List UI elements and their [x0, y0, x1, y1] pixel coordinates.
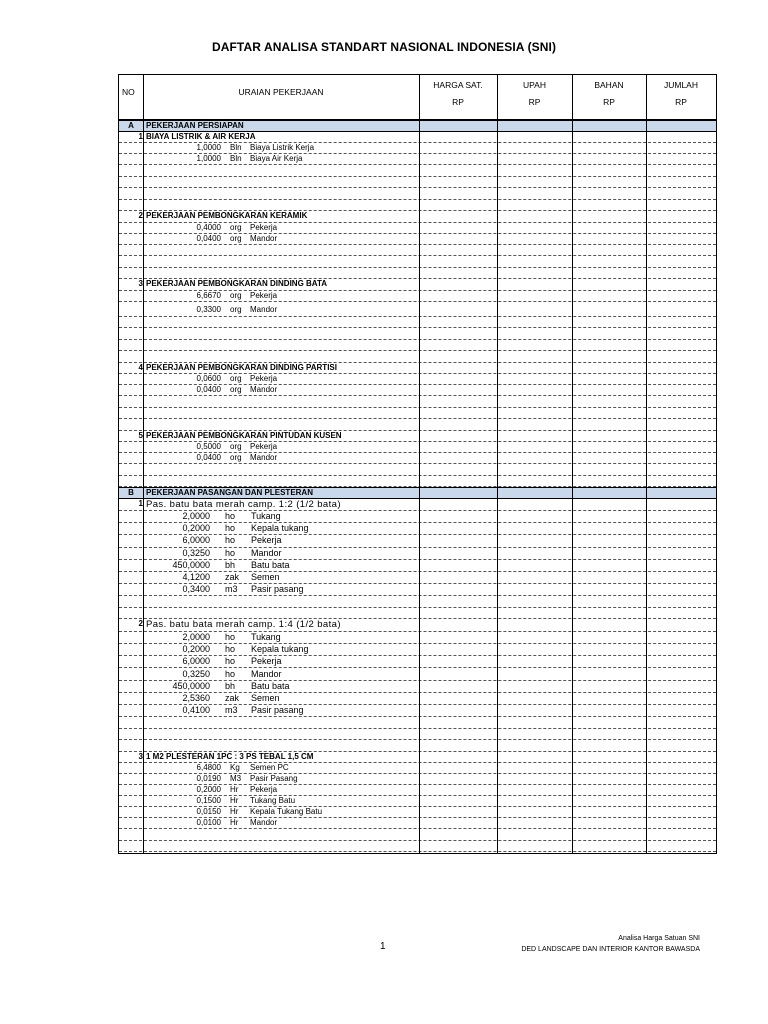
unit: bh	[225, 680, 236, 691]
item-number: 1	[138, 498, 143, 508]
component-name: Mandor	[250, 818, 278, 828]
header-no-cell	[119, 75, 143, 119]
unit: M3	[230, 774, 242, 784]
item-description: PEKERJAAN PEMBONGKARAN PINTUDAN KUSEN	[146, 430, 342, 440]
component-name: Biaya Listrik Kerja	[250, 143, 315, 152]
component-row	[119, 453, 716, 464]
unit: org	[230, 304, 242, 314]
header-harga-cell	[419, 75, 497, 119]
item-number: A	[128, 121, 134, 130]
item-number: 2	[138, 619, 143, 629]
column-divider	[572, 120, 573, 853]
component-row	[119, 669, 716, 681]
coefficient: 0,0600	[196, 374, 221, 383]
blank-row	[119, 268, 716, 280]
item-description: PEKERJAAN PERSIAPAN	[146, 121, 244, 130]
page-number: 1	[380, 941, 386, 952]
unit: ho	[225, 523, 236, 534]
unit: Hr	[230, 807, 239, 817]
coefficient: 450,0000	[172, 680, 210, 691]
blank-row	[119, 464, 716, 476]
header-upah: UPAH	[523, 80, 546, 90]
component-name: Batu bata	[251, 680, 290, 691]
blank-row	[119, 256, 716, 268]
component-name: Pasir pasang	[251, 584, 304, 595]
component-row	[119, 291, 716, 302]
unit: ho	[225, 547, 236, 558]
unit: ho	[225, 511, 236, 521]
unit: Hr	[230, 796, 239, 806]
component-row	[119, 681, 716, 693]
footer-line-2: DED LANDSCAPE DAN INTERIOR KANTOR BAWASDA	[521, 946, 700, 953]
coefficient: 6,4800	[196, 763, 221, 773]
header-bahan-unit: RP	[603, 97, 615, 107]
component-row	[119, 302, 716, 317]
coefficient: 0,2000	[196, 785, 221, 795]
component-row	[119, 632, 716, 644]
unit: org	[230, 233, 242, 243]
component-row	[119, 693, 716, 705]
item-header-row	[119, 619, 716, 632]
coefficient: 0,0400	[196, 385, 221, 394]
item-header-row	[119, 363, 716, 375]
coefficient: 0,2000	[182, 644, 210, 655]
coefficient: 0,4100	[182, 705, 210, 716]
component-name: Pasir Pasang	[250, 774, 298, 784]
footer-line-1: Analisa Harga Satuan SNI	[618, 935, 700, 942]
component-name: Mandor	[250, 233, 278, 243]
component-name: Mandor	[251, 547, 282, 558]
component-name: Pekerja	[251, 535, 282, 546]
unit: m3	[225, 584, 238, 595]
component-name: Kepala Tukang Batu	[250, 807, 323, 817]
coefficient: 0,3300	[196, 304, 221, 314]
column-divider	[646, 120, 647, 853]
coefficient: 0,0190	[196, 774, 221, 784]
blank-row	[119, 340, 716, 352]
unit: zak	[225, 572, 240, 582]
header-no: NO	[122, 87, 135, 97]
unit: ho	[225, 644, 236, 655]
unit: Hr	[230, 785, 239, 795]
header-upah-cell	[497, 75, 572, 119]
component-name: Mandor	[250, 453, 278, 462]
header-harga-unit: RP	[452, 97, 464, 107]
component-name: Pekerja	[250, 222, 278, 232]
blank-row	[119, 476, 716, 488]
component-row	[119, 560, 716, 572]
component-row	[119, 442, 716, 453]
coefficient: 0,0400	[196, 453, 221, 462]
header-uraian: URAIAN PEKERJAAN	[238, 87, 324, 97]
component-name: Mandor	[251, 668, 282, 679]
column-divider	[497, 120, 498, 853]
component-row	[119, 154, 716, 165]
item-header-row	[119, 279, 716, 291]
column-divider	[143, 120, 144, 853]
unit: Bln	[230, 143, 242, 152]
component-row	[119, 796, 716, 807]
blank-row	[119, 729, 716, 741]
coefficient: 0,0100	[196, 818, 221, 828]
blank-row	[119, 419, 716, 431]
item-description: BIAYA LISTRIK & AIR KERJA	[146, 131, 256, 141]
unit: org	[230, 290, 242, 300]
unit: bh	[225, 559, 236, 570]
coefficient: 0,0150	[196, 807, 221, 817]
component-name: Semen PC	[250, 763, 289, 773]
item-number: 2	[138, 211, 143, 220]
component-name: Batu bata	[251, 559, 290, 570]
component-name: Tukang	[251, 511, 281, 521]
component-row	[119, 572, 716, 584]
item-description: Pas. batu bata merah camp. 1:2 (1/2 bata)	[146, 498, 341, 510]
coefficient: 2,5360	[182, 692, 210, 703]
component-name: Semen	[251, 692, 280, 703]
unit: m3	[225, 705, 238, 716]
component-name: Biaya Air Kerja	[250, 154, 303, 163]
coefficient: 0,0400	[196, 233, 221, 243]
unit: Bln	[230, 154, 242, 163]
header-bahan-cell	[572, 75, 646, 119]
item-header-row	[119, 132, 716, 144]
coefficient: 6,0000	[182, 535, 210, 546]
component-name: Mandor	[250, 385, 278, 394]
component-name: Pekerja	[250, 374, 278, 383]
item-description: PEKERJAAN PEMBONGKARAN KERAMIK	[146, 211, 308, 220]
unit: org	[230, 453, 242, 462]
component-name: Pekerja	[250, 442, 278, 451]
blank-row	[119, 717, 716, 729]
header-harga: HARGA SAT.	[433, 80, 483, 90]
coefficient: 6,6670	[196, 290, 221, 300]
coefficient: 0,5000	[196, 442, 221, 451]
unit: org	[230, 374, 242, 383]
coefficient: 1,0000	[196, 143, 221, 152]
component-row	[119, 644, 716, 656]
item-description: PEKERJAAN PASANGAN DAN PLESTERAN	[146, 488, 313, 497]
component-name: Tukang	[251, 631, 281, 642]
blank-row	[119, 396, 716, 408]
header-uraian-cell	[143, 75, 419, 119]
coefficient: 4,1200	[182, 572, 210, 582]
component-name: Pekerja	[251, 656, 282, 667]
component-row	[119, 548, 716, 560]
unit: ho	[225, 656, 236, 667]
unit: Hr	[230, 818, 239, 828]
component-row	[119, 523, 716, 535]
blank-row	[119, 408, 716, 420]
component-row	[119, 374, 716, 385]
component-row	[119, 143, 716, 154]
unit: ho	[225, 631, 236, 642]
component-name: Kepala tukang	[251, 523, 309, 534]
component-name: Kepala tukang	[251, 644, 309, 655]
blank-row	[119, 351, 716, 363]
component-row	[119, 656, 716, 668]
item-number: 5	[138, 430, 143, 440]
coefficient: 2,0000	[182, 631, 210, 642]
item-number: 3	[138, 751, 143, 761]
coefficient: 0,4000	[196, 222, 221, 232]
component-row	[119, 807, 716, 818]
blank-row	[119, 608, 716, 620]
blank-row	[119, 177, 716, 189]
blank-row	[119, 200, 716, 212]
component-row	[119, 584, 716, 596]
component-row	[119, 774, 716, 785]
item-header-row	[119, 752, 716, 764]
document-title: DAFTAR ANALISA STANDART NASIONAL INDONESIA (SNI)	[211, 40, 557, 54]
header-bahan: BAHAN	[594, 80, 624, 90]
unit: ho	[225, 668, 236, 679]
component-row	[119, 705, 716, 717]
table-header	[118, 74, 717, 120]
header-jumlah: JUMLAH	[663, 80, 698, 90]
blank-row	[119, 829, 716, 841]
blank-row	[119, 740, 716, 752]
unit: Kg	[230, 763, 240, 773]
analysis-table	[118, 120, 717, 854]
blank-row	[119, 188, 716, 200]
component-row	[119, 763, 716, 774]
component-name: Mandor	[250, 304, 278, 314]
unit: org	[230, 385, 242, 394]
coefficient: 1,0000	[196, 154, 221, 163]
item-number: 3	[138, 279, 143, 288]
item-description: PEKERJAAN PEMBONGKARAN DINDING PARTISI	[146, 362, 337, 372]
item-number: 4	[138, 362, 143, 372]
item-header-row	[119, 211, 716, 223]
unit: org	[230, 442, 242, 451]
coefficient: 2,0000	[182, 511, 210, 521]
blank-row	[119, 328, 716, 340]
blank-row	[119, 165, 716, 177]
component-row	[119, 385, 716, 396]
blank-row	[119, 841, 716, 853]
item-header-row	[119, 499, 716, 512]
coefficient: 0,3400	[182, 584, 210, 595]
blank-row	[119, 245, 716, 257]
component-name: Tukang Batu	[250, 796, 296, 806]
component-name: Pekerja	[250, 290, 278, 300]
section-row	[119, 120, 716, 132]
unit: ho	[225, 535, 236, 546]
component-row	[119, 223, 716, 234]
coefficient: 6,0000	[182, 656, 210, 667]
coefficient: 0,3250	[182, 547, 210, 558]
unit: zak	[225, 692, 240, 703]
column-divider	[419, 120, 420, 853]
item-header-row	[119, 431, 716, 443]
unit: org	[230, 222, 242, 232]
blank-row	[119, 596, 716, 608]
coefficient: 0,3250	[182, 668, 210, 679]
item-description: 1 M2 PLESTERAN 1PC : 3 PS TEBAL 1,5 CM	[146, 751, 314, 761]
item-description: Pas. batu bata merah camp. 1:4 (1/2 bata)	[146, 619, 341, 631]
component-name: Pekerja	[250, 785, 278, 795]
section-row	[119, 487, 716, 499]
blank-row	[119, 317, 716, 329]
item-number: 1	[138, 131, 143, 141]
coefficient: 0,1500	[196, 796, 221, 806]
item-number: B	[128, 488, 134, 497]
header-jumlah-cell	[646, 75, 716, 119]
component-name: Semen	[251, 572, 280, 582]
coefficient: 450,0000	[172, 559, 210, 570]
component-row	[119, 785, 716, 796]
component-row	[119, 234, 716, 245]
header-upah-unit: RP	[528, 97, 541, 107]
component-row	[119, 535, 716, 547]
component-row	[119, 511, 716, 523]
header-jumlah-unit: RP	[675, 97, 687, 107]
coefficient: 0,2000	[182, 523, 210, 534]
item-description: PEKERJAAN PEMBONGKARAN DINDING BATA	[146, 279, 328, 288]
component-row	[119, 818, 716, 829]
component-name: Pasir pasang	[251, 705, 304, 716]
